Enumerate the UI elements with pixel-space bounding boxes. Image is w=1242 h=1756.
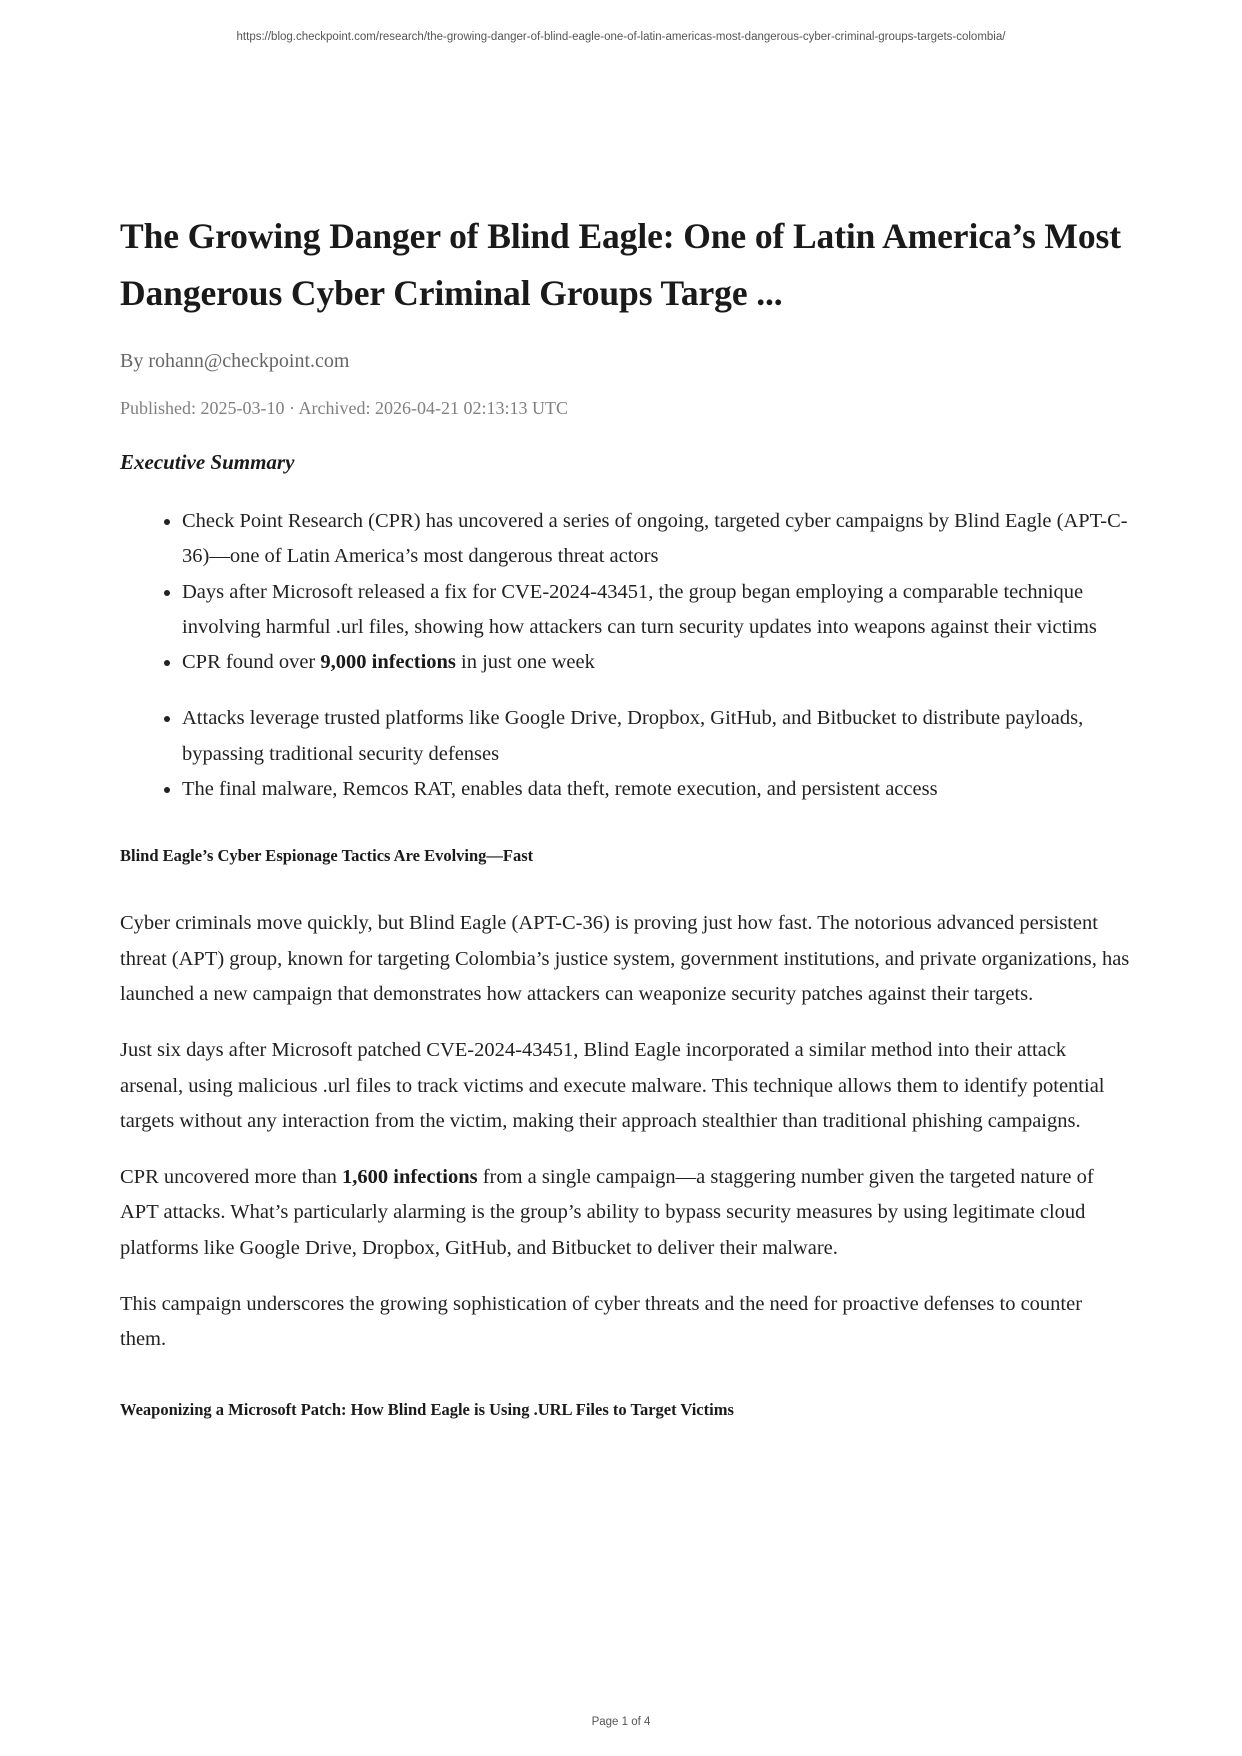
- section-heading: Blind Eagle’s Cyber Espionage Tactics Are Evolving—Fast: [120, 846, 534, 866]
- body-paragraph: [120, 1160, 1130, 1266]
- article-title-line-1: The Growing Danger of Blind Eagle: One of Latin America’s Most: [120, 216, 1121, 256]
- source-url: https://blog.checkpoint.com/research/the-growing-danger-of-blind-eagle-one-of-latin-americas-most-dangerous-cyber-criminal-groups-targets-colombia/: [236, 31, 1006, 43]
- body-paragraph: This campaign underscores the growing sophistication of cyber threats and the need for proactive defenses to counter them.: [120, 1293, 1083, 1351]
- summary-list-1: [120, 504, 1130, 680]
- body-paragraph: Cyber criminals move quickly, but Blind Eagle (APT-C-36) is proving just how fast. The notorious advanced persistent threat (APT) group, known for targeting Colombia’s justice system, government institutions, and private organizations, has launched a new campaign that demonstrates how attackers can weaponize security patches against their targets.: [120, 912, 1130, 1005]
- summary-bullet-infections: [182, 645, 1130, 680]
- article-meta: Published: 2025-03-10 · Archived: 2026-04-21 02:13:13 UTC: [120, 398, 568, 418]
- section-heading: Weaponizing a Microsoft Patch: How Blind Eagle is Using .URL Files to Target Victims: [120, 1399, 734, 1419]
- bullet-text: CPR found over: [182, 651, 321, 674]
- summary-bullet: • Check Point Research (CPR) has uncovered a series of ongoing, targeted cyber campaigns by Blind Eagle (APT-C-36)—one of Latin America’s most dangerous threat actors: [182, 504, 1130, 575]
- bullet-text: in just one week: [455, 651, 595, 674]
- summary-list-2: [120, 701, 1130, 807]
- summary-bullet: • Days after Microsoft released a fix for CVE-2024-43451, the group began employing a comparable technique involving harmful .url files, showing how attackers can turn security updates into weapons against their victims: [182, 575, 1130, 646]
- article-byline: By rohann@checkpoint.com: [120, 350, 350, 372]
- article-title: [120, 208, 1130, 322]
- summary-bullet: • The final malware, Remcos RAT, enables data theft, remote execution, and persistent access: [182, 772, 1130, 807]
- article-title-line-2: Dangerous Cyber Criminal Groups Targe ...: [120, 273, 783, 313]
- body-paragraph: Just six days after Microsoft patched CVE-2024-43451, Blind Eagle incorporated a similar method into their attack arsenal, using malicious .url files to track victims and execute malware. This technique allows them to identify potential targets without any interaction from the victim, making their approach stealthier than traditional phishing campaigns.: [120, 1039, 1105, 1132]
- paragraph-text: CPR uncovered more than: [120, 1166, 343, 1189]
- paragraph-text: from a single campaign—a staggering number given the targeted nature of APT attacks. What’s particularly alarming is the group’s ability to bypass security measures by using legitimate cloud platforms like Google Drive, Dropbox, GitHub, and Bitbucket to deliver their malware.: [120, 1166, 1094, 1259]
- article: [120, 208, 1130, 1422]
- infection-count: 1,600 infections: [342, 1166, 478, 1189]
- executive-summary-heading: Executive Summary: [120, 450, 295, 474]
- infection-count: 9,000 infections: [320, 651, 456, 674]
- summary-bullet: • Attacks leverage trusted platforms like Google Drive, Dropbox, GitHub, and Bitbucket to distribute payloads, bypassing traditional security defenses: [182, 701, 1130, 772]
- page-number: Page 1 of 4: [591, 1716, 651, 1728]
